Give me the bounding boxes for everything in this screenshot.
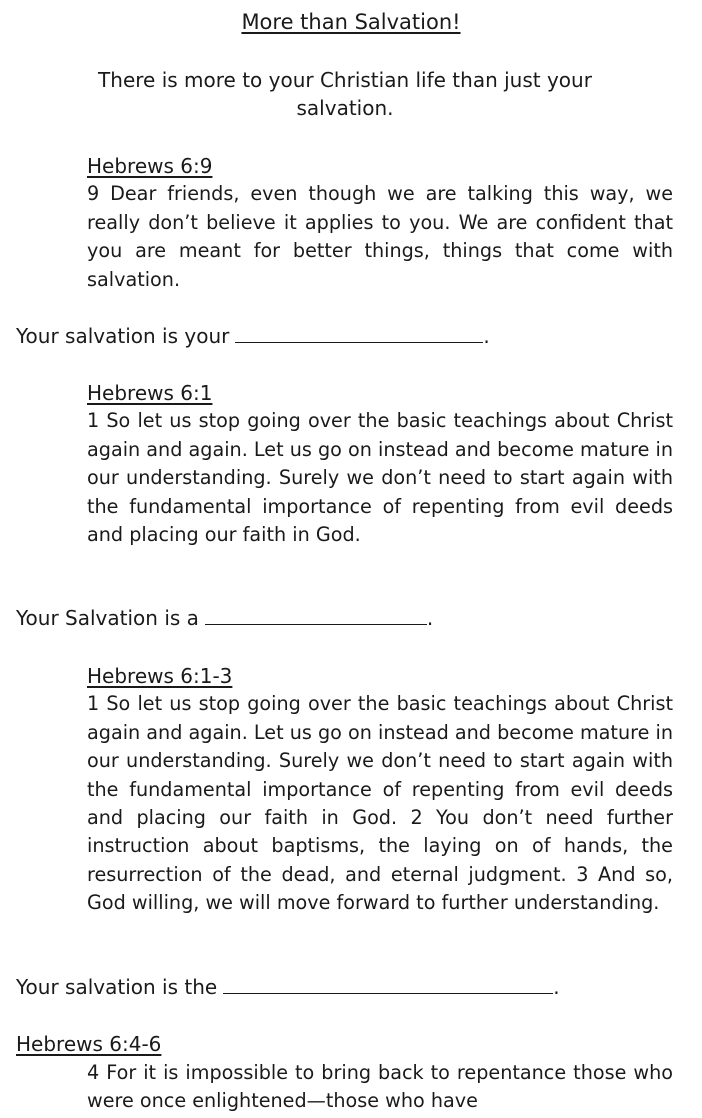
fill-in-blank[interactable] xyxy=(205,606,427,625)
fill-in-statement xyxy=(16,973,560,1001)
fill-in-blank[interactable] xyxy=(235,324,483,343)
fill-in-suffix: . xyxy=(426,606,434,630)
passage-hebrews-6-1 xyxy=(87,379,673,549)
fill-in-prefix: Your salvation is your xyxy=(16,324,230,348)
fill-in-statement xyxy=(16,322,490,350)
fill-in-statement xyxy=(16,604,433,632)
fill-in-suffix: . xyxy=(553,975,560,999)
passage-reference: Hebrews 6:9 xyxy=(87,154,213,178)
passage-text: 4 For it is impossible to bring back to repentance those who were once enlightened—those who have xyxy=(87,1061,673,1113)
passage-reference: Hebrews 6:1-3 xyxy=(87,664,233,688)
fill-in-blank[interactable] xyxy=(223,975,553,994)
passage-text: 1 So let us stop going over the basic teachings about Christ again and again. Let us go on instead and become mature in our understanding. Surely we don’t need to start again with the fundamental importance of repenting from evil deeds and placing our faith in God. 2 You don’t need further instruction about baptisms, the laying on of hands, the resurrection of the dead, and eternal judgment. 3 And so, God willing, we will move forward to further understanding. xyxy=(87,692,673,915)
passage-reference: Hebrews 6:1 xyxy=(87,381,213,405)
fill-in-suffix: . xyxy=(483,324,490,348)
passage-reference-hebrews-6-4-6: Hebrews 6:4-6 xyxy=(16,1032,162,1056)
passage-hebrews-6-9 xyxy=(87,152,673,294)
fill-in-prefix: Your Salvation is a xyxy=(16,606,199,630)
page-subtitle: There is more to your Christian life than just your salvation. xyxy=(98,68,592,120)
fill-in-prefix: Your salvation is the xyxy=(16,975,218,999)
passage-text: 1 So let us stop going over the basic teachings about Christ again and again. Let us go on instead and become mature in our understanding. Surely we don’t need to start again with the fundamental importance of repenting from evil deeds and placing our faith in God. xyxy=(87,409,673,547)
passage-hebrews-6-1-3 xyxy=(87,662,673,918)
passage-hebrews-6-4-6 xyxy=(87,1059,673,1116)
page-title: More than Salvation! xyxy=(241,10,461,34)
passage-text: 9 Dear friends, even though we are talking this way, we really don’t believe it applies to you. We are confident that you are meant for better things, things that come with salvation. xyxy=(87,182,673,291)
